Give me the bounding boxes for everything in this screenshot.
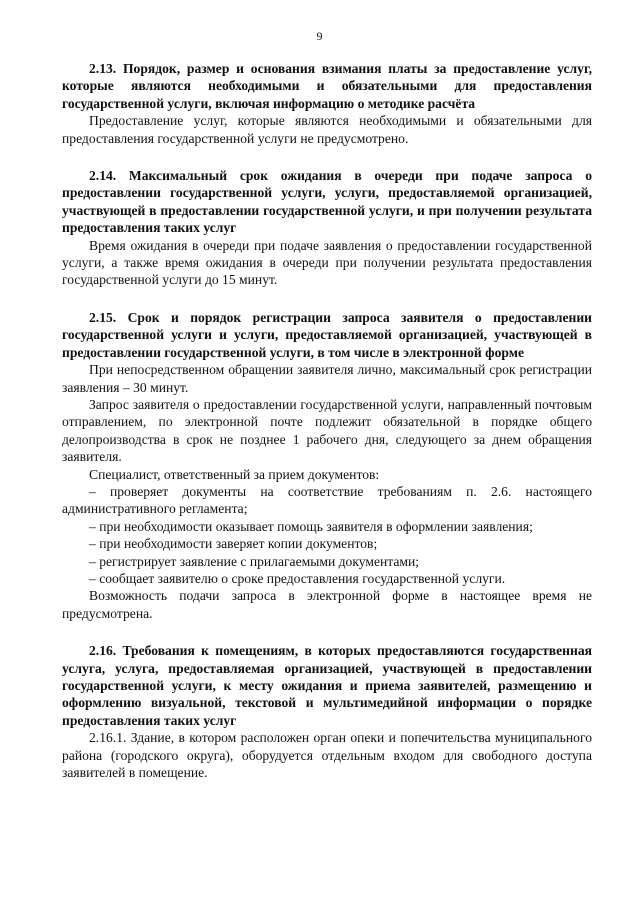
list-item: – сообщает заявителю о сроке предоставления государственной услуги. [89,570,506,586]
section-heading: 2.14. Максимальный срок ожидания в очереди при подаче запроса о предоставлении государственной услуги, услуги, предоставляемой организацией, участвующей в предоставлении государственной услуги, и при получении результата предоставления таких услуг [62,168,592,236]
paragraph: Запрос заявителя о предоставлении государственной услуги, направленный почтовым отправлением, по электронной почте подлежит обязательной в порядке общего делопроизводства в срок не позднее 1 рабочего дня, следующего за днем обращения заявителя. [62,396,592,465]
paragraph: Специалист, ответственный за прием документов: [89,466,380,482]
paragraph: Возможность подачи запроса в электронной форме в настоящее время не предусмотрена. [62,588,592,621]
list-item: – регистрирует заявление с прилагаемыми документами; [89,553,420,569]
paragraph: 2.16.1. Здание, в котором расположен орган опеки и попечительства муниципального района (городского округа), оборудуется отдельным входом для свободного доступа заявителей в помещение. [62,730,592,781]
list-item: – при необходимости оказывает помощь заявителя в оформлении заявления; [89,518,533,534]
paragraph: При непосредственном обращении заявителя лично, максимальный срок регистрации заявления – 30 минут. [62,362,592,395]
paragraph: Время ожидания в очереди при подаче заявления о предоставлении государственной услуги, а также время ожидания в очереди при получении результата предоставления государственной услуги до 15 минут. [62,237,592,288]
section-2-15 [62,309,592,622]
list-item: – при необходимости заверяет копии документов; [89,536,378,552]
page-content [62,60,592,781]
section-heading: 2.16. Требования к помещениям, в которых предоставляются государственная услуга, услуга, предоставляемая организацией, участвующей в предоставлении государственной услуги, к месту ожидания и приема заявителей, размещению и оформлению визуальной, текстовой и мультимедийной информации о порядке предоставления таких услуг [62,643,592,728]
section-heading: 2.15. Срок и порядок регистрации запроса заявителя о предоставлении государственной услуги и услуги, предоставляемой организацией, участвующей в предоставлении государственной услуги, в том числе в электронной форме [62,309,592,360]
paragraph: Предоставление услуг, которые являются необходимыми и обязательными для предоставления государственной услуги не предусмотрено. [62,113,592,146]
list-item: – проверяет документы на соответствие требованиям п. 2.6. настоящего административного регламента; [62,483,592,517]
section-2-13 [62,60,592,147]
section-2-14 [62,167,592,289]
page-number: 9 [316,29,323,43]
section-2-16 [62,642,592,781]
section-heading: 2.13. Порядок, размер и основания взимания платы за предоставление услуг, которые являются необходимыми и обязательными для предоставления государственной услуги, включая информацию о методике расчёта [62,61,592,111]
